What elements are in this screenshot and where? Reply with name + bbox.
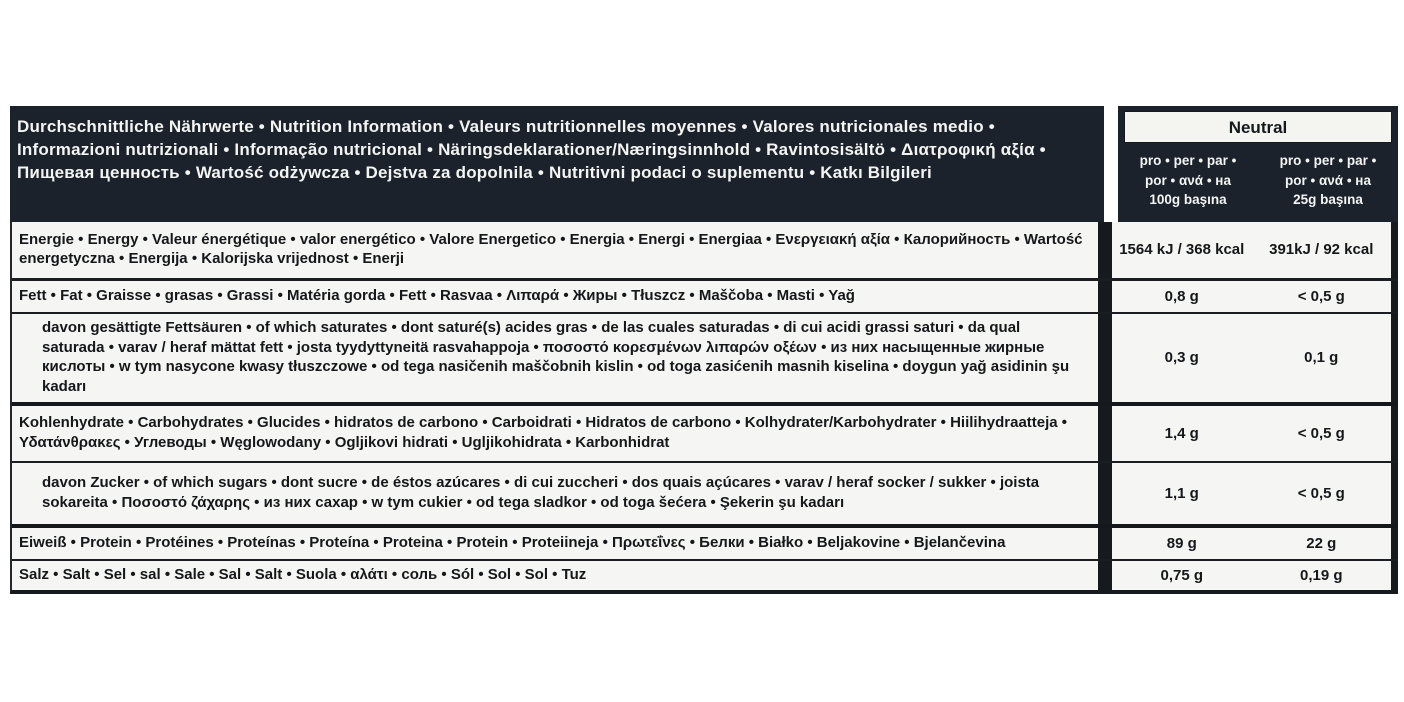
product-variant-label: Neutral bbox=[1124, 111, 1392, 143]
value-per-25g: < 0,5 g bbox=[1297, 484, 1345, 502]
table-row-salt bbox=[12, 561, 1398, 590]
header-gap bbox=[1104, 106, 1118, 222]
column-divider bbox=[1098, 561, 1112, 590]
row-values bbox=[1112, 314, 1398, 402]
nutrient-names: davon Zucker • of which sugars • dont sucre • de éstos azúcares • di cui zuccheri • dos quais açúcares • varav / heraf socker / sukker • joista sokareita • Ποσοστό ζάχαρης • из них сахар • w tym cukier • od tega sladkor • od toga šećera • Şekerin şu kadarı bbox=[42, 474, 1040, 511]
table-row-protein bbox=[12, 528, 1398, 561]
table-row-sugars bbox=[12, 463, 1398, 528]
column-headers bbox=[1118, 143, 1398, 222]
nutrient-names: Salz • Salt • Sel • sal • Sale • Sal • Salt • Suola • αλάτι • соль • Sól • Sol • Sol • Tuz bbox=[19, 565, 587, 583]
nutrient-names: Kohlenhydrate • Carbohydrates • Glucides • hidratos de carbono • Carboidrati • Hidratos de carbono • Kolhydrater/Karbohydrater • Hiilihydraatteja • Υδατάνθρακες • Углеводы • Węglowodany • Ogljikovi hidrati • Ugljikohidrata • Karbonhidrat bbox=[19, 414, 1068, 451]
row-values bbox=[1112, 281, 1398, 312]
row-values bbox=[1112, 222, 1398, 278]
nutrient-names: davon gesättigte Fettsäuren • of which saturates • dont saturé(s) acides gras • de las cuales saturadas • di cui acidi grassi saturi • da qual saturada • varav / heraf mättat fett • josta tyydyttyneitä rasvahappoja • ποσοστό κορεσμένων λιπαρών οξέων • из них насыщенные жирные кислоты • w tym nasycone kwasy tłuszczowe • od tega nasičenih maščobnih kislin • od toga zasićenih masnih kiselina • doygun yağ asidinin şu kadarı bbox=[42, 319, 1070, 395]
row-values bbox=[1112, 406, 1398, 461]
table-row-fat bbox=[12, 281, 1398, 314]
column-header-per-100g: pro • per • par • por • ανά • на 100g başına bbox=[1139, 153, 1237, 208]
column-divider bbox=[1098, 406, 1112, 461]
column-divider bbox=[1098, 463, 1112, 524]
value-per-100g: 0,8 g bbox=[1164, 287, 1199, 305]
nutrient-names: Fett • Fat • Graisse • grasas • Grassi • Matéria gorda • Fett • Rasvaa • Λιπαρά • Жиры • Tłuszcz • Maščoba • Masti • Yağ bbox=[19, 286, 855, 304]
table-row-energy bbox=[12, 222, 1398, 281]
value-per-100g: 0,3 g bbox=[1164, 349, 1199, 367]
nutrient-names: Energie • Energy • Valeur énergétique • valor energético • Valore Energetico • Energia • Energi • Energiaa • Ενεργειακή αξία • Калорийность • Wartość energetyczna • Energija • Kalorijska vrijednost • Enerji bbox=[19, 230, 1083, 268]
column-divider bbox=[1098, 314, 1112, 402]
column-divider bbox=[1098, 528, 1112, 559]
table-body bbox=[10, 222, 1398, 594]
row-values bbox=[1112, 463, 1398, 524]
value-per-100g: 1564 kJ / 368 kcal bbox=[1119, 241, 1245, 259]
nutrition-table bbox=[10, 106, 1398, 594]
value-per-25g: 22 g bbox=[1306, 534, 1337, 552]
row-values bbox=[1112, 528, 1398, 559]
value-per-100g: 89 g bbox=[1166, 534, 1197, 552]
table-header bbox=[10, 106, 1398, 222]
column-divider bbox=[1098, 222, 1112, 278]
value-per-100g: 1,1 g bbox=[1164, 484, 1199, 502]
values-header bbox=[1118, 106, 1398, 222]
nutrient-names: Eiweiß • Protein • Protéines • Proteínas • Proteína • Proteina • Protein • Proteiineja • Πρωτεΐνες • Белки • Białko • Beljakovine • Bjelančevina bbox=[19, 533, 1006, 551]
column-divider bbox=[1098, 281, 1112, 312]
value-per-100g: 0,75 g bbox=[1160, 566, 1204, 584]
table-row-saturates bbox=[12, 314, 1398, 406]
value-per-25g: 391kJ / 92 kcal bbox=[1269, 241, 1374, 259]
value-per-25g: 0,1 g bbox=[1304, 349, 1339, 367]
value-per-25g: < 0,5 g bbox=[1297, 287, 1345, 305]
row-values bbox=[1112, 561, 1398, 590]
value-per-100g: 1,4 g bbox=[1164, 424, 1199, 442]
value-per-25g: < 0,5 g bbox=[1297, 424, 1345, 442]
table-row-carbohydrates bbox=[12, 406, 1398, 463]
column-header-per-25g: pro • per • par • por • ανά • на 25g başına bbox=[1279, 153, 1377, 208]
value-per-25g: 0,19 g bbox=[1299, 566, 1343, 584]
nutrition-title: Durchschnittliche Nährwerte • Nutrition Information • Valeurs nutritionnelles moyennes • Valores nutricionales medio • Informazioni nutrizionali • Informação nutricional • Näringsdeklarationer/Næringsinnhold • Ravintosisältö • Διατροφική αξία • Пищевая ценность • Wartość odżywcza • Dejstva za dopolnila • Nutritivni podaci o suplementu • Katkı Bilgileri bbox=[10, 106, 1104, 222]
